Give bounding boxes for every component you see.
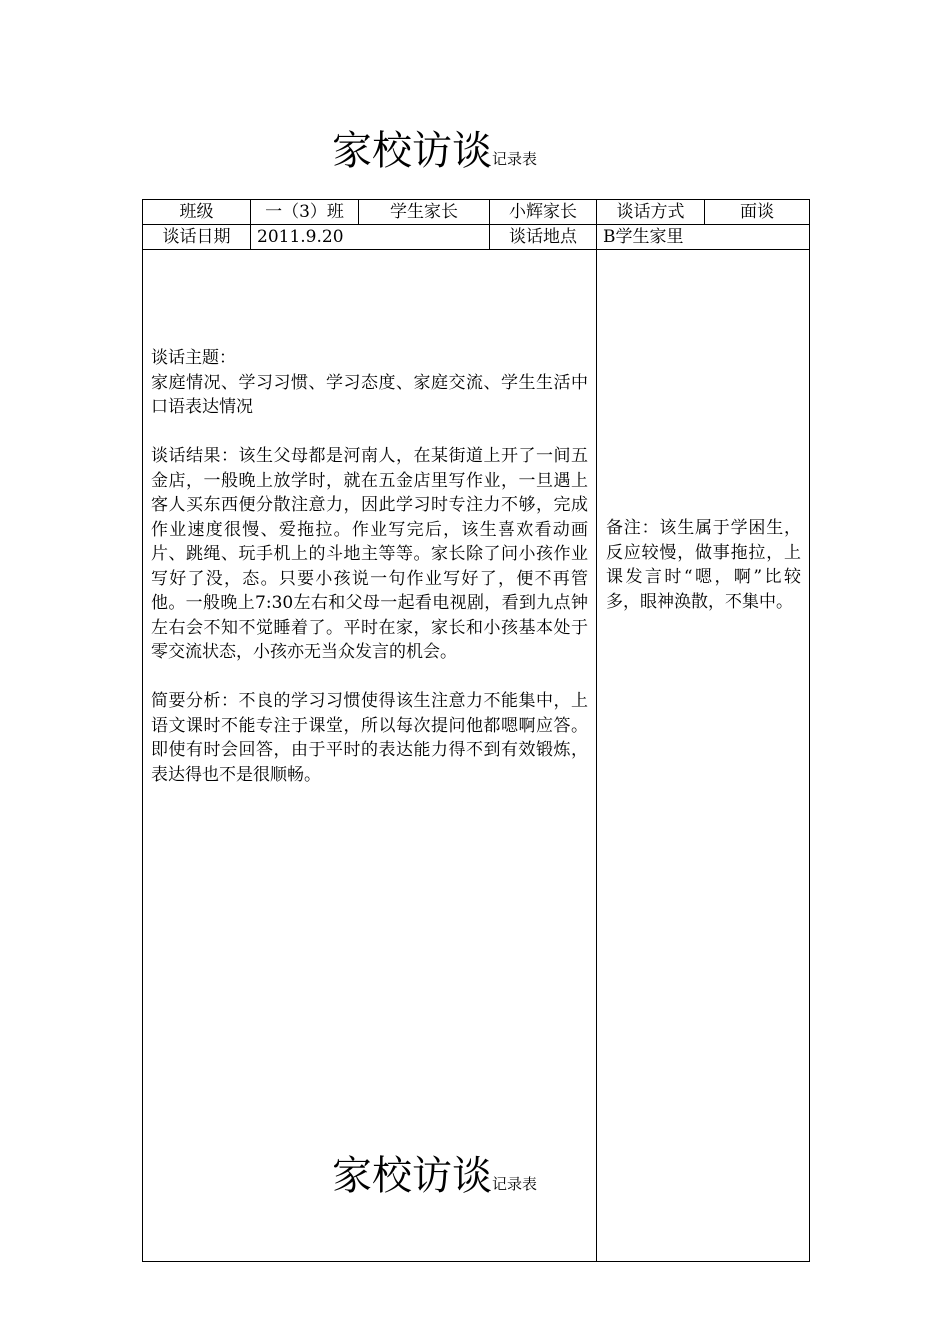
table-row [143, 200, 810, 225]
remark-text: 备注：该生属于学困生，反应较慢，做事拖拉，上课发言时“嗯，啊”比较多，眼神涣散，不集中。 [606, 518, 801, 612]
topic-label: 谈话主题： [151, 348, 236, 368]
page-title [332, 1153, 632, 1199]
place-value: B学生家里 [597, 225, 810, 250]
class-label: 班级 [143, 200, 251, 225]
record-table [142, 199, 810, 1262]
date-label: 谈话日期 [143, 225, 251, 250]
remark-cell [597, 250, 810, 1262]
parent-value: 小辉家长 [490, 200, 597, 225]
method-label: 谈话方式 [597, 200, 705, 225]
result-text: 谈话结果：该生父母都是河南人，在某街道上开了一间五金店，一般晚上放学时，就在五金店里写作业，一旦遇上客人买东西便分散注意力，因此学习时专注力不够，完成作业速度很慢、爱拖拉。作业写完后，该生喜欢看动画片、跳绳、玩手机上的斗地主等等。家长除了问小孩作业写好了没，态。只要小孩说一句作业写好了，便不再管他。一般晚上7:30左右和父母一起看电视剧，看到九点钟左右会不知不觉睡着了。平时在家，家长和小孩基本处于零交流状态，小孩亦无当众发言的机会。 [151, 446, 588, 662]
table-row [143, 225, 810, 250]
date-value: 2011.9.20 [251, 225, 490, 250]
title-suffix: 记录表 [492, 1175, 538, 1193]
topic-text: 家庭情况、学习习惯、学习态度、家庭交流、学生生活中口语表达情况 [151, 372, 588, 417]
page-title [332, 128, 632, 174]
place-label: 谈话地点 [490, 225, 597, 250]
analysis-text: 简要分析：不良的学习习惯使得该生注意力不能集中，上语文课时不能专注于课堂，所以每次提问他都嗯啊应答。即使有时会回答，由于平时的表达能力得不到有效锻炼，表达得也不是很顺畅。 [151, 691, 588, 785]
table-row [143, 250, 810, 1262]
class-value: 一（3）班 [251, 200, 359, 225]
method-value: 面谈 [705, 200, 810, 225]
parent-label: 学生家长 [359, 200, 490, 225]
title-suffix: 记录表 [492, 150, 538, 168]
title-main: 家校访谈 [332, 1153, 492, 1199]
title-main: 家校访谈 [332, 128, 492, 174]
content-cell [143, 250, 597, 1262]
